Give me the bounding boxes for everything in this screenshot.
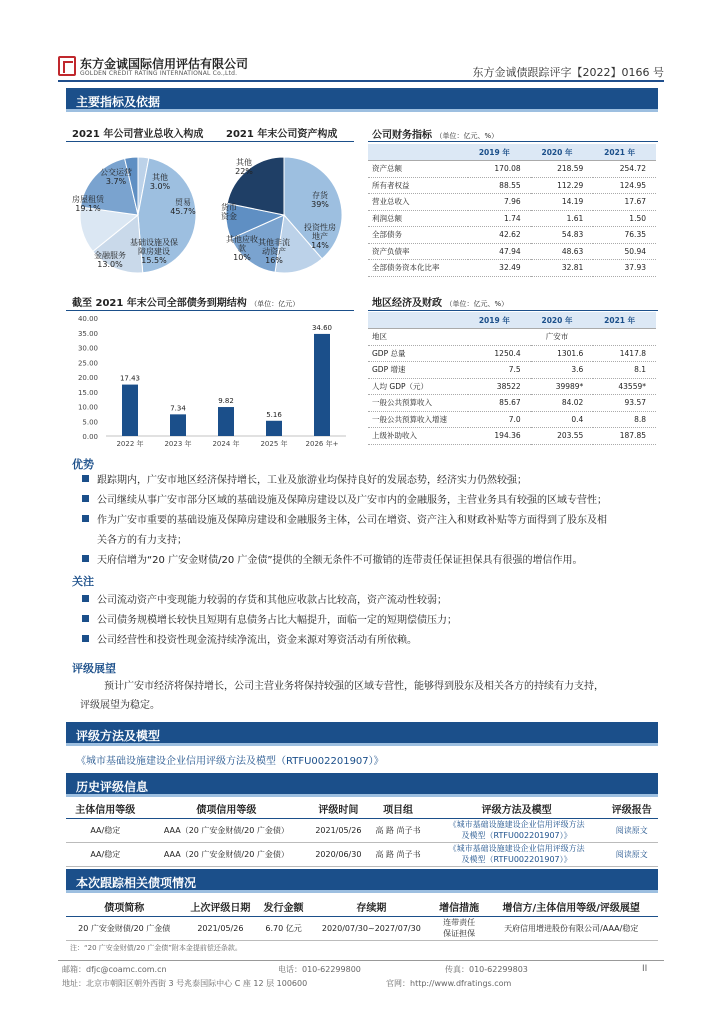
y-tick-label: 5.00 xyxy=(82,418,98,427)
link-cell[interactable]: 《城市基础设施建设企业信用评级方法 及模型（RTFU002201907）》 xyxy=(428,842,606,866)
table-cell: 一般公共预算收入 xyxy=(368,395,468,412)
fin-title: 公司财务指标 （单位：亿元、%） xyxy=(372,130,499,141)
table-cell: AAA（20 广安金财债/20 广金债） xyxy=(145,842,309,866)
assets-pie-label: 存货 39% xyxy=(311,191,329,209)
x-tick-label: 2023 年 xyxy=(164,440,192,448)
table-cell: 2020/06/30 xyxy=(308,842,368,866)
y-tick-label: 20.00 xyxy=(77,374,98,382)
link-cell[interactable]: 阅读原文 xyxy=(606,818,658,842)
column-header: 主体信用等级 xyxy=(66,799,145,818)
table-cell: 高 路 尚子书 xyxy=(369,842,428,866)
bar xyxy=(122,385,138,436)
assets-pie xyxy=(221,157,342,273)
table-cell: 7.96 xyxy=(468,194,531,211)
column-header: 评级报告 xyxy=(606,799,658,818)
assets-pie-label: 其他 22% xyxy=(235,158,253,176)
x-tick-label: 2024 年 xyxy=(212,440,240,448)
table-cell: 1.50 xyxy=(593,210,656,227)
table-cell: 2021/05/26 xyxy=(308,818,368,842)
table-cell: 85.67 xyxy=(468,395,531,412)
table-header xyxy=(66,799,658,818)
pie1-title: 2021 年公司营业总收入构成 xyxy=(72,129,204,140)
table-cell: 170.08 xyxy=(468,161,531,178)
table-cell: 1301.6 xyxy=(531,345,594,362)
table-row xyxy=(368,378,656,395)
table-cell: 所有者权益 xyxy=(368,177,468,194)
table-cell: GDP 总量 xyxy=(368,345,468,362)
link-cell[interactable]: 阅读原文 xyxy=(606,842,658,866)
table-cell: 76.35 xyxy=(593,227,656,244)
y-tick-label: 15.00 xyxy=(77,388,98,397)
revenue-pie-label: 公交运营 3.7% xyxy=(100,168,132,186)
year-header: 2021 年 xyxy=(593,312,656,329)
table-cell: 利润总额 xyxy=(368,210,468,227)
table-header xyxy=(368,312,656,329)
outlook-heading: 评级展望 xyxy=(72,662,116,675)
header-divider xyxy=(58,80,664,82)
table-cell: 1.61 xyxy=(531,210,594,227)
footer-email: 邮箱：dfjc@coamc.com.cn xyxy=(62,965,167,974)
bullet-icon xyxy=(82,515,89,522)
table-cell: 88.55 xyxy=(468,177,531,194)
concerns-heading: 关注 xyxy=(72,575,94,588)
table-cell: 218.59 xyxy=(531,161,594,178)
region-title: 地区经济及财政 （单位：亿元、%） xyxy=(372,298,509,309)
year-header: 2019 年 xyxy=(468,144,531,161)
table-cell: 资产总额 xyxy=(368,161,468,178)
table-cell: 资产负债率 xyxy=(368,243,468,260)
y-tick-label: 40.00 xyxy=(77,315,98,323)
bar-value-label: 34.60 xyxy=(311,323,333,332)
page-number: II xyxy=(642,964,648,974)
table-row xyxy=(66,842,658,866)
x-tick-label: 2025 年 xyxy=(260,440,288,448)
regional-economy-table xyxy=(368,312,656,445)
table-cell: 1250.4 xyxy=(468,345,531,362)
table-cell: 37.93 xyxy=(593,260,656,277)
table-cell: 54.83 xyxy=(531,227,594,244)
table-row xyxy=(368,177,656,194)
table-cell: 39989* xyxy=(531,378,594,395)
column-header: 债项简称 xyxy=(66,897,182,916)
table-row xyxy=(368,428,656,445)
footer-address: 地址：北京市朝阳区朝外西街 3 号兆泰国际中心 C 座 12 层 100600 xyxy=(62,979,308,988)
company-logo-icon xyxy=(58,56,76,76)
table-cell: AAA（20 广安金财债/20 广金债） xyxy=(145,818,309,842)
table-cell: 1.74 xyxy=(468,210,531,227)
table-row xyxy=(368,345,656,362)
table-cell: 高 路 尚子书 xyxy=(369,818,428,842)
x-tick-label: 2022 年 xyxy=(116,440,144,448)
list-item: 关各方的有力支持； xyxy=(97,535,187,546)
section-method: 评级方法及模型 xyxy=(66,722,658,746)
debt-chart-title: 截至 2021 年末公司全部债务到期结构 （单位：亿元） xyxy=(72,298,300,309)
financial-indicators-table xyxy=(368,144,656,277)
debt-maturity-chart xyxy=(66,312,356,448)
link-cell[interactable]: 《城市基础设施建设企业信用评级方法 及模型（RTFU002201907）》 xyxy=(428,818,606,842)
document-number: 东方金诚债跟踪评字【2022】0166 号 xyxy=(472,66,664,79)
list-item: 跟踪期内，广安市地区经济保持增长，工业及旅游业均保持良好的发展态势，经济实力仍然较强； xyxy=(82,471,662,491)
table-row xyxy=(368,362,656,379)
table-cell: 7.5 xyxy=(468,362,531,379)
table-cell: 42.62 xyxy=(468,227,531,244)
column-header: 增信方/主体信用等级/评级展望 xyxy=(484,897,658,916)
table-cell: GDP 增速 xyxy=(368,362,468,379)
table-cell: 8.1 xyxy=(593,362,656,379)
strengths-list xyxy=(82,471,662,571)
table-cell: 全部债务 xyxy=(368,227,468,244)
list-item: 公司继续从事广安市部分区域的基础设施及保障房建设以及广安市内的金融服务，主营业务具有较强的区域专营性； xyxy=(82,491,662,511)
table-cell: 50.94 xyxy=(593,243,656,260)
column-header: 上次评级日期 xyxy=(182,897,258,916)
rating-history-table xyxy=(66,799,658,867)
company-name-cn: 东方金诚国际信用评估有限公司 xyxy=(80,57,249,71)
section-history: 历史评级信息 xyxy=(66,773,658,797)
table-row xyxy=(66,818,658,842)
assets-pie-label: 货币资金 xyxy=(221,203,237,221)
y-tick-label: 35.00 xyxy=(77,329,98,338)
table-cell: 32.49 xyxy=(468,260,531,277)
year-header: 2021 年 xyxy=(593,144,656,161)
column-header: 评级方法及模型 xyxy=(428,799,606,818)
bullet-icon xyxy=(82,475,89,482)
table-row xyxy=(368,411,656,428)
revenue-pie-label: 贸易 45.7% xyxy=(170,198,196,216)
table-cell: AA/稳定 xyxy=(66,842,145,866)
table-cell: 天府信用增进股份有限公司/AAA/稳定 xyxy=(484,916,658,940)
revenue-pie-label: 金融服务 13.0% xyxy=(94,251,126,269)
footer-tel: 电话：010-62299800 xyxy=(278,965,361,974)
column-header: 增信措施 xyxy=(434,897,485,916)
assets-pie-label: 其他应收款 10% xyxy=(226,235,258,262)
bar-value-label: 17.43 xyxy=(119,374,141,383)
table-row xyxy=(368,395,656,412)
table-cell: 2020/07/30~2027/07/30 xyxy=(309,916,434,940)
company-name-en: GOLDEN CREDIT RATING INTERNATIONAL Co.,Ltd. xyxy=(80,70,238,77)
footer-fax: 传真：010-62299803 xyxy=(445,965,528,974)
table-cell: 187.85 xyxy=(593,428,656,445)
year-header: 2020 年 xyxy=(531,312,594,329)
bar-value-label: 5.16 xyxy=(266,410,282,419)
table-row xyxy=(368,260,656,277)
table-cell: 203.55 xyxy=(531,428,594,445)
bar xyxy=(314,334,330,436)
bullet-icon xyxy=(82,555,89,562)
section-bonds: 本次跟踪相关债项情况 xyxy=(66,869,658,893)
bullet-icon xyxy=(82,615,89,622)
section-main-indicators: 主要指标及依据 xyxy=(66,88,658,112)
table-cell: 全部债务资本化比率 xyxy=(368,260,468,277)
column-header: 项目组 xyxy=(369,799,428,818)
table-cell: 48.63 xyxy=(531,243,594,260)
table-header xyxy=(66,897,658,916)
table-cell: 0.4 xyxy=(531,411,594,428)
table-cell: 6.70 亿元 xyxy=(258,916,309,940)
x-tick-label: 2026 年+ xyxy=(305,440,339,448)
revenue-pie-label: 其他 3.0% xyxy=(149,173,171,191)
list-item: 公司债务规模增长较快且短期有息债务占比大幅提升，面临一定的短期偿债压力； xyxy=(82,611,662,631)
footer-website[interactable]: 官网：http://www.dfratings.com xyxy=(386,979,512,988)
pie-charts xyxy=(66,145,356,280)
assets-pie-label: 投资性房地产 14% xyxy=(304,223,336,250)
revenue-pie-label: 基础设施及保障房建设 15.5% xyxy=(130,238,178,265)
table-cell: 38522 xyxy=(468,378,531,395)
table-cell: 254.72 xyxy=(593,161,656,178)
bond-note: 注：“20 广安金财债/20 广金债”附本金提前偿还条款。 xyxy=(70,944,242,952)
concerns-list xyxy=(82,591,662,651)
column-header: 发行金额 xyxy=(258,897,309,916)
table-cell: 194.36 xyxy=(468,428,531,445)
column-header: 债项信用等级 xyxy=(145,799,309,818)
y-tick-label: 0.00 xyxy=(82,433,98,441)
table-cell: 营业总收入 xyxy=(368,194,468,211)
table-cell: 112.29 xyxy=(531,177,594,194)
table-cell: 7.0 xyxy=(468,411,531,428)
table-cell: 32.81 xyxy=(531,260,594,277)
bar-value-label: 7.34 xyxy=(170,404,186,413)
table-cell: 人均 GDP（元） xyxy=(368,378,468,395)
bar-value-label: 9.82 xyxy=(218,397,234,406)
table-cell: 20 广安金财债/20 广金债 xyxy=(66,916,182,940)
list-item: 作为广安市重要的基础设施及保障房建设和金融服务主体，公司在增资、资产注入和财政补贴等方面得到了股东及相 xyxy=(82,511,662,531)
y-tick-label: 30.00 xyxy=(77,344,98,353)
table-cell: 上级补助收入 xyxy=(368,428,468,445)
outlook-line1: 预计广安市经济将保持增长，公司主营业务将保持较强的区域专营性，能够得到股东及相关各方的持续有力支持， xyxy=(104,681,604,692)
y-tick-label: 10.00 xyxy=(77,403,98,412)
table-row xyxy=(368,243,656,260)
list-item: 公司经营性和投资性现金流持续净流出，资金来源对筹资活动有所依赖。 xyxy=(82,631,662,651)
bullet-icon xyxy=(82,635,89,642)
table-cell: 连带责任 保证担保 xyxy=(434,916,485,940)
table-header xyxy=(368,144,656,161)
table-cell: 43559* xyxy=(593,378,656,395)
table-cell: 1417.8 xyxy=(593,345,656,362)
table-row xyxy=(368,227,656,244)
table-row xyxy=(368,210,656,227)
table-cell: 47.94 xyxy=(468,243,531,260)
strengths-heading: 优势 xyxy=(72,458,94,471)
table-cell: 2021/05/26 xyxy=(182,916,258,940)
table-cell: 8.8 xyxy=(593,411,656,428)
revenue-pie xyxy=(72,157,196,273)
table-cell: 17.67 xyxy=(593,194,656,211)
revenue-pie-label: 房屋租赁 19.1% xyxy=(72,195,104,213)
outlook-line2: 评级展望为稳定。 xyxy=(80,700,160,711)
table-cell: 84.02 xyxy=(531,395,594,412)
table-cell: 14.19 xyxy=(531,194,594,211)
method-link[interactable]: 《城市基础设施建设企业信用评级方法及模型（RTFU002201907）》 xyxy=(76,756,384,767)
table-row xyxy=(368,161,656,178)
assets-pie-label: 其他非流动资产 16% xyxy=(258,238,290,265)
table-row xyxy=(66,916,658,940)
year-header: 2019 年 xyxy=(468,312,531,329)
table-row: 地区 广安市 xyxy=(368,329,656,346)
bullet-icon xyxy=(82,495,89,502)
table-cell: 124.95 xyxy=(593,177,656,194)
column-header: 评级时间 xyxy=(308,799,368,818)
bond-info-table xyxy=(66,897,658,941)
bullet-icon xyxy=(82,595,89,602)
list-item: 天府信增为“20 广安金财债/20 广金债”提供的全额无条件不可撤销的连带责任保证担保具有很强的增信作用。 xyxy=(82,551,662,571)
bar xyxy=(170,414,186,436)
table-row xyxy=(368,194,656,211)
table-cell: 3.6 xyxy=(531,362,594,379)
table-cell: AA/稳定 xyxy=(66,818,145,842)
table-cell: 一般公共预算收入增速 xyxy=(368,411,468,428)
column-header: 存续期 xyxy=(309,897,434,916)
y-tick-label: 25.00 xyxy=(77,359,98,368)
table-cell: 93.57 xyxy=(593,395,656,412)
bar xyxy=(266,421,282,436)
list-item: 公司流动资产中变现能力较弱的存货和其他应收款占比较高，资产流动性较弱； xyxy=(82,591,662,611)
bar xyxy=(218,407,234,436)
pie2-title: 2021 年末公司资产构成 xyxy=(226,129,338,140)
year-header: 2020 年 xyxy=(531,144,594,161)
